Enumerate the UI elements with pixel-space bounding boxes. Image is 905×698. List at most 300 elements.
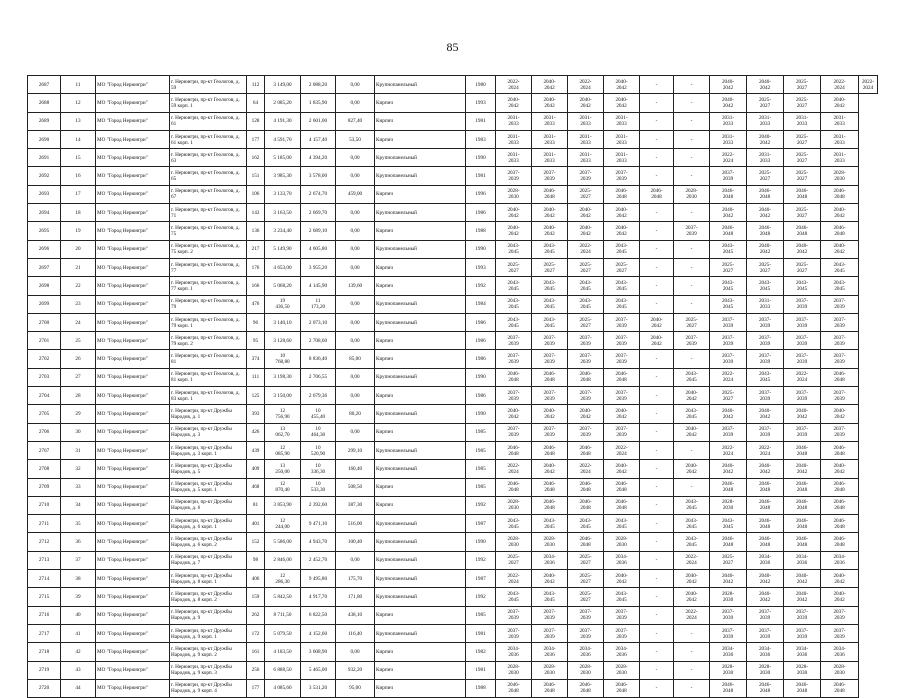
table-cell: 2037- 2039 <box>710 350 747 368</box>
table-cell: 2025- 2027 <box>604 258 640 276</box>
table-cell: 3 133,70 <box>265 185 301 203</box>
table-cell: 2 846,00 <box>265 551 301 569</box>
table-cell: 2046- 2048 <box>496 679 532 697</box>
table-cell: 2043- 2045 <box>674 533 710 551</box>
table-cell: 2022- 2024 <box>604 441 640 459</box>
table-cell: 53,50 <box>336 130 375 148</box>
table-cell: 1986 <box>466 313 496 331</box>
table-cell: г. Нерюнгри, пр-кт Геологов, д. 81 корп. 1 <box>170 368 247 386</box>
table-cell: 5 465,00 <box>301 661 336 679</box>
table-cell: Крупнопанельный <box>375 313 466 331</box>
table-cell: 2697 <box>28 258 61 276</box>
table-cell: 2037- 2039 <box>784 313 821 331</box>
table-row <box>28 112 878 130</box>
table-cell: 2028- 2030 <box>568 661 604 679</box>
table-cell: МО "Город Нерюнгри" <box>96 149 170 167</box>
table-cell: 28 <box>61 387 96 405</box>
table-cell: 116,40 <box>336 624 375 642</box>
table-cell: Крупнопанельный <box>375 167 466 185</box>
table-cell: 299,10 <box>336 441 375 459</box>
table-cell: - <box>640 405 674 423</box>
table-cell: 2022- 2024 <box>710 441 747 459</box>
table-cell: 2046- 2048 <box>710 679 747 697</box>
table-cell: 2703 <box>28 368 61 386</box>
table-cell: 2028- 2030 <box>496 185 532 203</box>
table-cell: 2040- 2042 <box>496 94 532 112</box>
table-cell: 176 <box>247 258 265 276</box>
table-cell: 2043- 2045 <box>604 515 640 533</box>
table-cell: 932,20 <box>336 661 375 679</box>
table-cell: 2043- 2045 <box>532 240 568 258</box>
table-cell: 12 244,00 <box>265 515 301 533</box>
table-cell: 2037- 2039 <box>821 606 859 624</box>
table-cell: - <box>640 551 674 569</box>
table-cell: 2028- 2030 <box>604 533 640 551</box>
table-cell: 2046- 2048 <box>784 185 821 203</box>
table-cell: - <box>640 258 674 276</box>
table-cell: 2025- 2027 <box>532 258 568 276</box>
table-cell: 2043- 2045 <box>532 588 568 606</box>
table-cell: 2040- 2042 <box>747 130 784 148</box>
table-cell: 20 <box>61 240 96 258</box>
table-cell: 2022- 2024 <box>568 76 604 94</box>
table-cell: г. Нерюнгри, пр-кт Дружбы Народов, д. 8 корп. 2 <box>170 588 247 606</box>
table-cell: 13 062,70 <box>265 423 301 441</box>
table-cell: 143 <box>247 204 265 222</box>
table-cell: МО "Город Нерюнгри" <box>96 277 170 295</box>
table-cell: 2037- 2039 <box>568 606 604 624</box>
table-cell: 2043- 2045 <box>496 240 532 258</box>
table-cell: 2022- 2024 <box>496 460 532 478</box>
table-cell: Крупнопанельный <box>375 295 466 313</box>
table-cell: г. Нерюнгри, пр-кт Геологов, д. 75 <box>170 222 247 240</box>
table-cell: 2046- 2048 <box>747 515 784 533</box>
table-cell: 2031- 2033 <box>747 112 784 130</box>
table-cell: МО "Город Нерюнгри" <box>96 204 170 222</box>
table-cell: МО "Город Нерюнгри" <box>96 112 170 130</box>
table-cell: 2022- 2024 <box>496 76 532 94</box>
table-cell: 2037- 2039 <box>532 350 568 368</box>
table-cell: Крупнопанельный <box>375 588 466 606</box>
table-cell: 2025- 2027 <box>496 551 532 569</box>
table-cell: 2037- 2039 <box>532 606 568 624</box>
table-cell: Кирпич <box>375 185 466 203</box>
table-cell: 2037- 2039 <box>604 313 640 331</box>
table-cell: 2046- 2048 <box>496 478 532 496</box>
table-cell: МО "Город Нерюнгри" <box>96 460 170 478</box>
table-cell: 2037- 2039 <box>784 350 821 368</box>
table-cell: 2040- 2042 <box>821 240 859 258</box>
table-cell: 1987 <box>466 515 496 533</box>
table-cell: 0,00 <box>336 94 375 112</box>
table-cell: 2022- 2024 <box>710 368 747 386</box>
table-cell: 2 088,20 <box>301 76 336 94</box>
table-cell: - <box>640 240 674 258</box>
table-row <box>28 240 878 258</box>
table-cell: 2037- 2039 <box>747 350 784 368</box>
table-cell: г. Нерюнгри, пр-кт Геологов, д. 63 <box>170 149 247 167</box>
table-cell: - <box>640 387 674 405</box>
table-cell: МО "Город Нерюнгри" <box>96 332 170 350</box>
table-cell: 2037- 2039 <box>784 423 821 441</box>
table-cell: 2040- 2042 <box>674 570 710 588</box>
table-cell: 4 152,60 <box>301 624 336 642</box>
table-cell: 2702 <box>28 350 61 368</box>
table-row <box>28 661 878 679</box>
table-cell: 2040- 2042 <box>710 76 747 94</box>
table-cell: 2037- 2039 <box>821 423 859 441</box>
table-cell: 2031- 2033 <box>747 295 784 313</box>
table-cell: 2046- 2048 <box>710 222 747 240</box>
table-cell: 106 <box>247 185 265 203</box>
table-cell: 2037- 2039 <box>784 606 821 624</box>
table-cell: 2043- 2045 <box>710 295 747 313</box>
table-cell: 27 <box>61 368 96 386</box>
table-cell: 2043- 2045 <box>604 277 640 295</box>
table-cell: 2028- 2030 <box>532 533 568 551</box>
table-cell: г. Нерюнгри, пр-кт Геологов, д. 67 <box>170 185 247 203</box>
table-cell: МО "Город Нерюнгри" <box>96 167 170 185</box>
table-cell: - <box>640 515 674 533</box>
table-cell: 2698 <box>28 277 61 295</box>
table-cell: 2688 <box>28 94 61 112</box>
table-cell: 2034- 2036 <box>604 551 640 569</box>
table-cell: 2043- 2045 <box>532 277 568 295</box>
table-cell: 3 985,30 <box>265 167 301 185</box>
table-cell: 2034- 2036 <box>784 551 821 569</box>
table-cell: 2037- 2039 <box>496 624 532 642</box>
table-cell: 2025- 2027 <box>674 313 710 331</box>
table-cell: 2046- 2048 <box>640 185 674 203</box>
table-cell: 2040- 2042 <box>674 588 710 606</box>
table-cell: 43 <box>61 661 96 679</box>
table-cell: 2046- 2048 <box>784 441 821 459</box>
table-cell: 2043- 2045 <box>496 515 532 533</box>
table-cell: - <box>640 423 674 441</box>
table-cell: 44 <box>61 679 96 697</box>
table-cell: - <box>640 496 674 514</box>
table-cell: 2043- 2045 <box>747 277 784 295</box>
table-cell: 1985 <box>466 460 496 478</box>
table-cell: 262 <box>247 606 265 624</box>
table-cell: 2713 <box>28 551 61 569</box>
table-cell: 2046- 2048 <box>568 679 604 697</box>
table-cell: - <box>640 350 674 368</box>
table-cell: МО "Город Нерюнгри" <box>96 588 170 606</box>
table-cell: 2034- 2036 <box>532 551 568 569</box>
table-cell: 2046- 2048 <box>821 533 859 551</box>
table-cell: 2046- 2048 <box>568 368 604 386</box>
table-cell: 85,00 <box>336 350 375 368</box>
table-cell: 2040- 2042 <box>674 460 710 478</box>
table-cell: 2037- 2039 <box>568 387 604 405</box>
table-cell: 2037- 2039 <box>710 624 747 642</box>
table-cell: 2037- 2039 <box>496 167 532 185</box>
table-cell: 2040- 2042 <box>604 222 640 240</box>
table-cell: 11 <box>61 76 96 94</box>
table-cell: 10 520,90 <box>301 441 336 459</box>
table-cell: 2046- 2048 <box>604 368 640 386</box>
table-cell: 2046- 2048 <box>821 515 859 533</box>
table-row <box>28 368 878 386</box>
table-cell: 2037- 2039 <box>784 624 821 642</box>
table-cell: 2040- 2042 <box>604 94 640 112</box>
table-cell: 393 <box>247 405 265 423</box>
table-cell: 0,00 <box>336 368 375 386</box>
table-cell: 80,20 <box>336 405 375 423</box>
table-cell: Кирпич <box>375 350 466 368</box>
table-cell: 1986 <box>466 387 496 405</box>
table-cell: 1981 <box>466 661 496 679</box>
table-cell: 2028- 2030 <box>710 588 747 606</box>
table-cell: 1992 <box>466 551 496 569</box>
table-cell: 160,40 <box>336 460 375 478</box>
table-cell: 2031- 2033 <box>710 112 747 130</box>
table-cell: - <box>674 295 710 313</box>
table-cell: 2 601,00 <box>301 112 336 130</box>
table-cell: 2025- 2027 <box>568 588 604 606</box>
table-cell: - <box>640 478 674 496</box>
table-cell: 4 943,70 <box>301 533 336 551</box>
table-cell: 2025- 2027 <box>784 76 821 94</box>
table-cell: 0,00 <box>336 295 375 313</box>
table-cell: 125 <box>247 387 265 405</box>
table-cell: 2046- 2048 <box>532 368 568 386</box>
table-cell: г. Нерюнгри, пр-кт Геологов, д. 77 <box>170 258 247 276</box>
table-cell: 3 234,40 <box>265 222 301 240</box>
table-cell: 24 <box>61 313 96 331</box>
table-cell: 1990 <box>466 149 496 167</box>
table-cell: 2715 <box>28 588 61 606</box>
table-cell: 0,00 <box>336 76 375 94</box>
table-cell: МО "Город Нерюнгри" <box>96 258 170 276</box>
table-cell: 2022- 2024 <box>859 76 878 94</box>
table-cell: Крупнопанельный <box>375 240 466 258</box>
table-cell: 2700 <box>28 313 61 331</box>
table-cell: 4 145,90 <box>301 277 336 295</box>
table-cell: 2022- 2024 <box>784 368 821 386</box>
table-cell: 81 <box>247 496 265 514</box>
table-row <box>28 149 878 167</box>
table-cell: 2031- 2033 <box>784 112 821 130</box>
table-cell: 2710 <box>28 496 61 514</box>
table-cell: 439 <box>247 441 265 459</box>
table-cell: - <box>640 76 674 94</box>
table-cell: 2037- 2039 <box>568 332 604 350</box>
table-cell: 2025- 2027 <box>747 94 784 112</box>
table-cell: - <box>674 76 710 94</box>
table-cell: 4 183,50 <box>265 643 301 661</box>
table-cell: 1990 <box>466 533 496 551</box>
table-cell: 2040- 2042 <box>710 204 747 222</box>
table-cell: 23 <box>61 295 96 313</box>
table-cell: г. Нерюнгри, пр-кт Дружбы Народов, д. 6 <box>170 496 247 514</box>
table-cell: - <box>674 167 710 185</box>
table-cell: 2037- 2039 <box>821 387 859 405</box>
table-cell: 5 079,50 <box>265 624 301 642</box>
table-cell: 2040- 2042 <box>604 570 640 588</box>
table-cell: - <box>674 258 710 276</box>
table-cell: 2034- 2036 <box>747 643 784 661</box>
table-cell: 2040- 2042 <box>674 387 710 405</box>
table-cell: 2046- 2048 <box>532 496 568 514</box>
table-cell: 516,00 <box>336 515 375 533</box>
table-cell: 1988 <box>466 679 496 697</box>
table-cell: 2708 <box>28 460 61 478</box>
table-row <box>28 332 878 350</box>
table-cell: 3 149,00 <box>265 76 301 94</box>
table-cell: 1993 <box>466 258 496 276</box>
table-cell: 2031- 2033 <box>710 130 747 148</box>
table-cell: 2 706,55 <box>301 368 336 386</box>
table-cell: г. Нерюнгри, пр-кт Геологов, д. 71 <box>170 204 247 222</box>
table-cell: - <box>674 441 710 459</box>
table-cell: - <box>640 661 674 679</box>
table-cell: МО "Город Нерюнгри" <box>96 441 170 459</box>
table-cell: 2031- 2033 <box>747 149 784 167</box>
table-cell: г. Нерюнгри, пр-кт Дружбы Народов, д. 6 корп. 1 <box>170 515 247 533</box>
table-cell: 2043- 2045 <box>784 277 821 295</box>
table-cell: 2043- 2045 <box>532 515 568 533</box>
table-cell: 3 150,00 <box>265 387 301 405</box>
table-cell: 9 495,80 <box>301 570 336 588</box>
table-cell: 2693 <box>28 185 61 203</box>
table-cell: г. Нерюнгри, пр-кт Дружбы Народов, д. 1 <box>170 405 247 423</box>
table-cell: 2040- 2042 <box>710 570 747 588</box>
table-cell: г. Нерюнгри, пр-кт Дружбы Народов, д. 9 корп. 4 <box>170 679 247 697</box>
table-cell: Крупнопанельный <box>375 515 466 533</box>
table-cell: 2037- 2039 <box>532 624 568 642</box>
table-cell: 2037- 2039 <box>604 167 640 185</box>
table-cell: 2022- 2024 <box>568 460 604 478</box>
table-cell: - <box>674 277 710 295</box>
table-row <box>28 570 878 588</box>
table-cell: 34 <box>61 496 96 514</box>
table-cell: 2037- 2039 <box>747 387 784 405</box>
table-cell: 1985 <box>466 478 496 496</box>
table-cell: Кирпич <box>375 679 466 697</box>
table-cell: 2031- 2033 <box>496 130 532 148</box>
table-cell: 2043- 2045 <box>568 515 604 533</box>
table-cell: 2025- 2027 <box>710 551 747 569</box>
table-cell: 2046- 2048 <box>821 441 859 459</box>
table-cell: 2022- 2024 <box>568 240 604 258</box>
table-cell: 2704 <box>28 387 61 405</box>
table-cell: 2037- 2039 <box>747 423 784 441</box>
table-cell: 2046- 2048 <box>747 478 784 496</box>
table-row <box>28 387 878 405</box>
table-cell: 2037- 2039 <box>604 606 640 624</box>
housing-table <box>27 75 878 698</box>
table-cell: - <box>640 130 674 148</box>
table-cell: Крупнопанельный <box>375 441 466 459</box>
table-cell: 409 <box>247 460 265 478</box>
table-cell: 2031- 2033 <box>532 149 568 167</box>
table-cell: 2046- 2048 <box>821 185 859 203</box>
table-cell: 3 578,00 <box>301 167 336 185</box>
table-cell: - <box>640 570 674 588</box>
table-cell: Крупнопанельный <box>375 204 466 222</box>
table-cell: 2037- 2039 <box>747 624 784 642</box>
table-cell: 2040- 2042 <box>747 204 784 222</box>
table-cell: 42 <box>61 643 96 661</box>
table-cell: 33 <box>61 478 96 496</box>
table-cell: 2028- 2030 <box>674 185 710 203</box>
table-cell: 2046- 2048 <box>784 515 821 533</box>
table-cell: 2040- 2042 <box>821 570 859 588</box>
table-cell: 256 <box>247 661 265 679</box>
table-cell: 2022- 2024 <box>710 149 747 167</box>
table-cell: г. Нерюнгри, пр-кт Геологов, д. 59 <box>170 76 247 94</box>
table-cell: 217 <box>247 240 265 258</box>
table-cell: г. Нерюнгри, пр-кт Геологов, д. 61 корп. 1 <box>170 130 247 148</box>
table-cell: 9 471,10 <box>301 515 336 533</box>
table-cell: 2040- 2042 <box>821 405 859 423</box>
table-cell: 438,10 <box>336 606 375 624</box>
table-cell: 3 955,20 <box>301 258 336 276</box>
table-cell: 6 822,50 <box>301 606 336 624</box>
table-cell: 2031- 2033 <box>496 149 532 167</box>
table-cell: г. Нерюнгри, пр-кт Геологов, д. 79 корп. 1 <box>170 313 247 331</box>
table-cell: 2046- 2048 <box>747 496 784 514</box>
table-cell: 12 756,90 <box>265 405 301 423</box>
table-cell: 2037- 2039 <box>747 332 784 350</box>
table-cell: 32 <box>61 460 96 478</box>
table-cell: г. Нерюнгри, пр-кт Геологов, д. 65 <box>170 167 247 185</box>
table-cell: 2040- 2042 <box>674 423 710 441</box>
table-cell: 15 <box>61 149 96 167</box>
table-cell: 2037- 2039 <box>674 222 710 240</box>
table-cell: 41 <box>61 624 96 642</box>
table-cell: 374 <box>247 350 265 368</box>
table-cell: 2043- 2045 <box>674 368 710 386</box>
table-cell: 2040- 2042 <box>604 76 640 94</box>
table-cell: 2037- 2039 <box>821 350 859 368</box>
table-cell: 38 <box>61 570 96 588</box>
table-cell: 2046- 2048 <box>496 368 532 386</box>
table-cell: Крупнопанельный <box>375 624 466 642</box>
table-cell: 2040- 2042 <box>532 460 568 478</box>
table-cell: 2040- 2042 <box>568 405 604 423</box>
table-cell: г. Нерюнгри, пр-кт Геологов, д. 59 корп. 1 <box>170 94 247 112</box>
table-cell: 30 <box>61 423 96 441</box>
table-cell: 2043- 2045 <box>496 295 532 313</box>
table-cell: 2040- 2042 <box>532 222 568 240</box>
table-cell: 2037- 2039 <box>496 387 532 405</box>
table-cell: 2037- 2039 <box>532 387 568 405</box>
table-cell: МО "Город Нерюнгри" <box>96 624 170 642</box>
table-cell: 0,00 <box>336 332 375 350</box>
table-cell: 4 591,70 <box>265 130 301 148</box>
table-cell: 2025- 2027 <box>784 204 821 222</box>
table-cell: 0,00 <box>336 149 375 167</box>
table-cell: 2040- 2042 <box>747 240 784 258</box>
table-cell: 100,40 <box>336 533 375 551</box>
table-cell: 2 452,70 <box>301 551 336 569</box>
table-cell: 19 436,50 <box>265 295 301 313</box>
table-cell: 1981 <box>466 624 496 642</box>
table-cell: 1992 <box>466 496 496 514</box>
table-cell: 112 <box>247 76 265 94</box>
table-cell: 2046- 2048 <box>710 185 747 203</box>
table-cell: 2043- 2045 <box>674 515 710 533</box>
table-cell: 18 <box>61 204 96 222</box>
table-cell: 406 <box>247 570 265 588</box>
table-cell: 25 <box>61 332 96 350</box>
table-cell: 10 768,80 <box>265 350 301 368</box>
table-cell: 2025- 2027 <box>784 258 821 276</box>
table-cell: 2031- 2033 <box>568 112 604 130</box>
